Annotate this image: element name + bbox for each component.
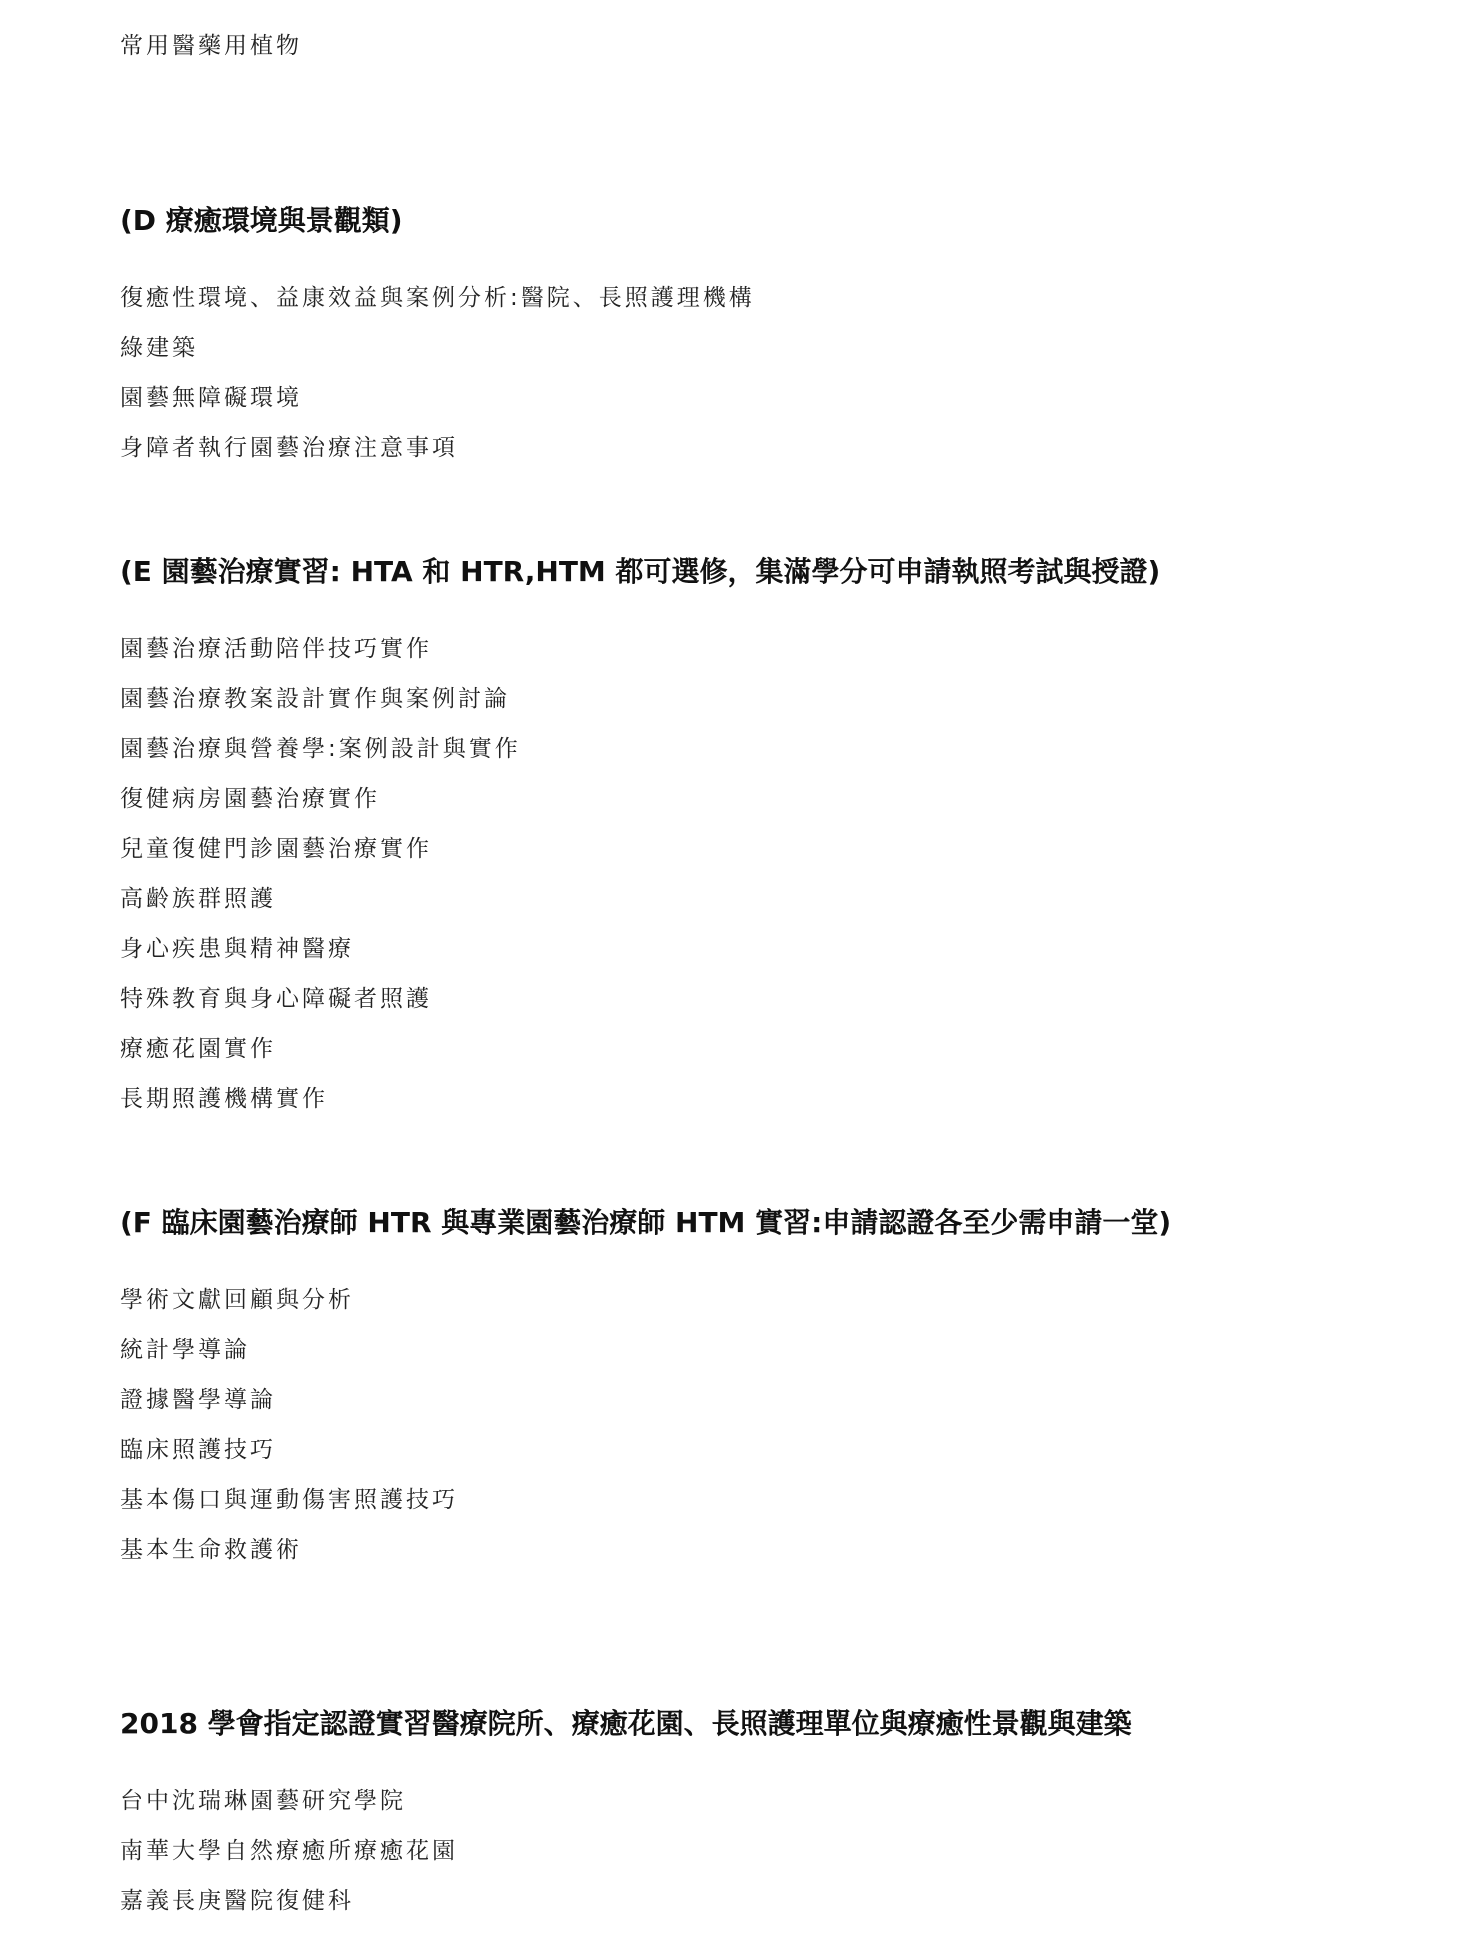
list-item: 特殊教育與身心障礙者照護 (120, 986, 432, 1012)
list-item: 嘉義長庚醫院復健科 (120, 1888, 354, 1914)
section-heading: (F 臨床園藝治療師 HTR 與專業園藝治療師 HTM 實習:申請認證各至少需申請一堂) (120, 1206, 1172, 1239)
list-item: 臨床照護技巧 (120, 1437, 276, 1463)
list-item: 復癒性環境、益康效益與案例分析:醫院、長照護理機構 (120, 285, 755, 311)
list-item: 療癒花園實作 (120, 1036, 276, 1062)
list-item: 綠建築 (120, 335, 198, 361)
course-list (120, 273, 1360, 473)
list-item: 園藝治療教案設計實作與案例討論 (120, 686, 510, 712)
section-heading: 2018 學會指定認證實習醫療院所、療癒花園、長照護理單位與療癒性景觀與建築 (120, 1707, 1132, 1740)
list-item: 台中沈瑞琳園藝研究學院 (120, 1788, 406, 1814)
list-item: 園藝無障礙環境 (120, 385, 302, 411)
list-item: 學術文獻回顧與分析 (120, 1287, 354, 1313)
list-item: 身心疾患與精神醫療 (120, 936, 354, 962)
list-item: 身障者執行園藝治療注意事項 (120, 435, 458, 461)
section-e-internship (120, 552, 1360, 1124)
list-item: 基本傷口與運動傷害照護技巧 (120, 1487, 458, 1513)
list-item: 基本生命救護術 (120, 1537, 302, 1563)
course-list (120, 624, 1360, 1124)
list-item: 高齡族群照護 (120, 886, 276, 912)
list-item: 復健病房園藝治療實作 (120, 786, 380, 812)
course-list (120, 1275, 1360, 1575)
list-item: 證據醫學導論 (120, 1387, 276, 1413)
list-item: 園藝治療活動陪伴技巧實作 (120, 636, 432, 662)
list-item: 兒童復健門診園藝治療實作 (120, 836, 432, 862)
list-item: 園藝治療與營養學:案例設計與實作 (120, 736, 521, 762)
list-item: 南華大學自然療癒所療癒花園 (120, 1838, 458, 1864)
list-item: 長期照護機構實作 (120, 1086, 328, 1112)
site-list (120, 1776, 1360, 1926)
section-2018-designated-sites (120, 1704, 1360, 1926)
section-f-clinical-internship (120, 1203, 1360, 1575)
section-heading: (E 園藝治療實習: HTA 和 HTR,HTM 都可選修，集滿學分可申請執照考試與授證) (120, 555, 1161, 588)
intro-text: 常用醫藥用植物 (120, 33, 302, 59)
section-d-healing-environment (120, 201, 1360, 473)
section-heading: (D 療癒環境與景觀類) (120, 204, 403, 237)
list-item: 統計學導論 (120, 1337, 250, 1363)
